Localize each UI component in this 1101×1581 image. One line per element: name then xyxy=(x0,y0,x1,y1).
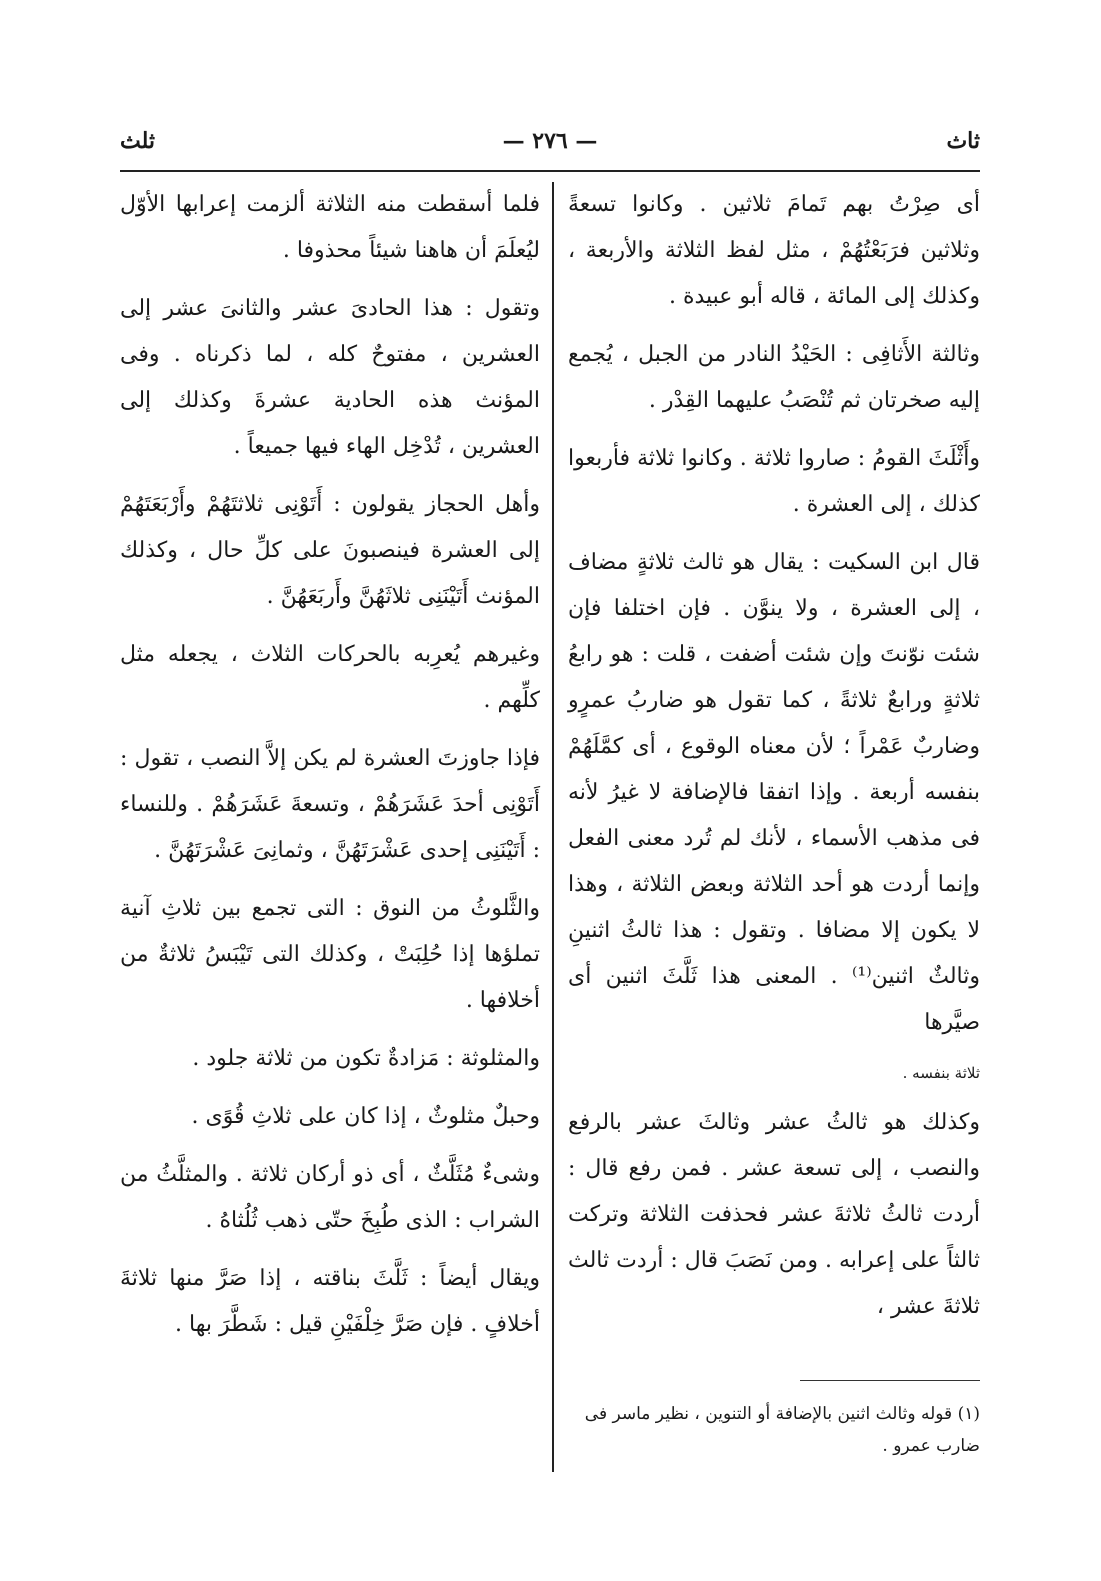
paragraph: وشىءٌ مُثَلَّثٌ ، أى ذو أركان ثلاثة . والمثلَّثُ من الشراب : الذى طُبِخَ حتّى ذهب ثُلُثاهُ . xyxy=(120,1162,540,1233)
page-header xyxy=(120,128,980,168)
paragraph: والمثلوثة : مَزادةٌ تكون من ثلاثة جلود . xyxy=(192,1046,540,1071)
paragraph: قال ابن السكيت : يقال هو ثالث ثلاثةٍ مضاف ، إلى العشرة ، ولا ينوَّن . فإن اختلفا فإن شئت نوّنتَ وإن شئت أضفت ، قلت : هو رابعُ ثلاثةٍ ورابعٌ ثلاثةً ، كما تقول هو ضاربُ عمرٍو وضاربٌ عَمْراً ؛ لأن معناه الوقوع ، أى كمَّلَهُمْ بنفسه أربعة . وإذا اتفقا فالإضافة لا غيرُ لأنه فى مذهب الأسماء ، لأنك لم تُرد معنى الفعل وإنما أردت هو أحد الثلاثة وبعض الثلاثة ، وهذا لا يكون إلا مضافا . وتقول : هذا ثالثُ اثنينِ وثالثٌ اثنين⁽¹⁾ . المعنى هذا ثَلَّثَ اثنين أى صيَّرها xyxy=(568,550,980,1035)
right-column xyxy=(568,182,980,1342)
paragraph: وحبلٌ مثلوثٌ ، إذا كان على ثلاثِ قُوًى . xyxy=(191,1104,540,1129)
paragraph: وأهل الحجاز يقولون : أَتَوْنِى ثلاثتَهُمْ وأَرْبَعَتَهُمْ إلى العشرة فينصبونَ على كلِّ حال ، وكذلك المؤنث أَتَيْنَنِى ثلاثَهُنَّ وأَربَعَهُنَّ . xyxy=(120,492,540,609)
paragraph: فإذا جاوزتَ العشرة لم يكن إلاَّ النصب ، تقول : أَتَوْنِى أحدَ عَشَرَهُمْ ، وتسعةَ عَشَرَهُمْ . وللنساء : أَتَيْنَنِى إحدى عَشْرَتَهُنَّ ، وثمانِىَ عَشْرَتَهُنَّ . xyxy=(120,746,540,863)
header-word-left: ثلث xyxy=(120,128,156,154)
footnote-rule xyxy=(800,1380,980,1381)
paragraph: وتقول : هذا الحادىَ عشر والثانىَ عشر إلى العشرين ، مفتوحٌ كله ، لما ذكرناه . وفى المؤنث هذه الحادية عشرةَ وكذلك إلى العشرين ، تُدْخِل الهاء فيها جميعاً . xyxy=(120,296,540,459)
column-divider xyxy=(552,182,554,1472)
header-word-right: ثاث xyxy=(946,128,980,154)
paragraph: والثَّلوثُ من النوق : التى تجمع بين ثلاثِ آنية تملؤها إذا حُلِبَتْ ، وكذلك التى تَيْبَسُ ثلاثةٌ من أخلافها . xyxy=(120,896,540,1013)
paragraph: وثالثة الأَثافِى : الحَيْدُ النادر من الجبل ، يُجمع إليه صخرتان ثم تُنْصَبُ عليهما القِدْر . xyxy=(568,342,980,413)
footnote: (١) قوله وثالث اثنين بالإضافة أو التنوين ، نظير ماسر فى ضارب عمرو . xyxy=(584,1404,980,1456)
left-column xyxy=(120,182,540,1360)
paragraph: أى صِرْتُ بهم تَمامَ ثلاثين . وكانوا تسعةً وثلاثين فرَبَعْتُهُمْ ، مثل لفظ الثلاثة والأربعة ، وكذلك إلى المائة ، قاله أبو عبيدة . xyxy=(568,192,980,309)
paragraph-small: ثلاثة بنفسه . xyxy=(902,1064,980,1082)
paragraph: ويقال أيضاً : ثَلَّثَ بناقته ، إذا صَرَّ منها ثلاثةَ أخلافٍ . فإن صَرَّ خِلْفَيْنِ قيل : شَطَّرَ بها . xyxy=(120,1266,540,1337)
paragraph: وأَثْلَثَ القومُ : صاروا ثلاثة . وكانوا ثلاثة فأربعوا كذلك ، إلى العشرة . xyxy=(568,446,980,517)
paragraph: وغيرهم يُعرِبه بالحركات الثلاث ، يجعله مثل كلِّهم . xyxy=(120,642,540,713)
header-rule xyxy=(120,170,980,172)
paragraph: وكذلك هو ثالثُ عشر وثالثَ عشر بالرفع والنصب ، إلى تسعة عشر . فمن رفع قال : أردت ثالثُ ثلاثةَ عشر فحذفت الثلاثة وتركت ثالثاً على إعرابه . ومن نَصَبَ قال : أردت ثالث ثلاثةَ عشر ، xyxy=(568,1110,980,1319)
page-number: — ٢٧٦ — xyxy=(502,128,598,154)
paragraph: فلما أسقطت منه الثلاثة ألزمت إعرابها الأوّل ليُعلَمَ أن هاهنا شيئاً محذوفا . xyxy=(120,192,540,263)
